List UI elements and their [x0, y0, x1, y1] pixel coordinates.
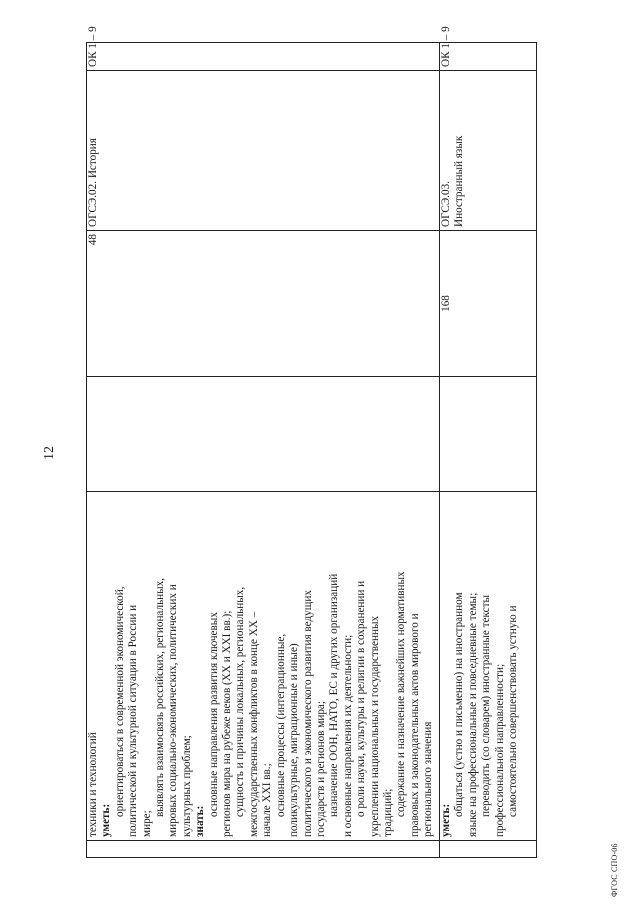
discipline-line: ОГСЭ.02. История [87, 138, 99, 227]
description-line: мире; [140, 810, 153, 837]
description-line: политической и культурной ситуации в России и [127, 604, 140, 837]
description-line: переводить (со словарем) иностранные тексты [480, 595, 493, 817]
hours-value: 168 [440, 295, 452, 312]
description-line: профессиональной направленности; [493, 663, 506, 837]
page-number: 12 [42, 446, 57, 460]
description-line: языке на профессиональные и повседневные темы; [466, 592, 479, 837]
description-line: общаться (устно и письменно) на иностранном [453, 592, 466, 817]
code-cell [440, 841, 537, 858]
footer-standard-code: ФГОС СПО-06 [610, 843, 619, 897]
description-line: начале XXI вв.; [261, 763, 274, 837]
discipline-cell [87, 71, 440, 231]
description-line: межгосударственных конфликтов в конце XX – [247, 611, 260, 837]
description-line: и основные направления их деятельности; [341, 634, 354, 837]
description-line: укреплении национальных и государственных [368, 615, 381, 837]
discipline-line: Иностранный язык [453, 135, 466, 227]
hours-cell [440, 231, 537, 377]
description-lines [440, 495, 520, 837]
description-cell [440, 492, 537, 841]
description-line: выявлять взаимосвязь российских, региональных, [154, 577, 167, 817]
max-load-cell [440, 377, 537, 492]
description-line: назначение ООН, НАТО, ЕС и других организаций [328, 573, 341, 817]
curriculum-table [86, 26, 537, 858]
description-line: политического и экономического развития ведущих [301, 590, 314, 837]
competency-value: ОК 1 – 9 [440, 26, 452, 67]
description-line: основные процессы (интеграционные, [274, 633, 287, 817]
description-cell [87, 492, 440, 841]
description-line: государств и регионов мира; [314, 701, 327, 837]
description-line: самостоятельно совершенствовать устную и [507, 605, 520, 817]
description-line: мировых социально-экономических, политических и [167, 584, 180, 837]
hours-value: 48 [87, 234, 99, 246]
description-line: уметь: [440, 803, 452, 837]
table-row [440, 43, 537, 858]
description-line: знать: [194, 805, 207, 837]
description-line: регионов мира на рубеже веков (XX и XXI вв.); [221, 610, 234, 837]
description-line: поликультурные, миграционные и иные) [288, 643, 301, 837]
description-line: сущность и причины локальных, региональных, [234, 586, 247, 817]
description-line: традиций; [381, 788, 394, 837]
code-cell [87, 841, 440, 858]
hours-cell [87, 231, 440, 377]
description-line: о роли науки, культуры и религии в сохранении и [355, 580, 368, 817]
table-row [87, 43, 440, 858]
competency-cell [87, 26, 440, 71]
description-line: техники и технологий [87, 732, 99, 837]
description-lines [87, 495, 436, 837]
description-line: основные направления развития ключевых [207, 612, 220, 817]
description-line: содержание и назначение важнейших нормативных [395, 571, 408, 817]
description-line: правовых и законодательных актов мирового и [408, 613, 421, 837]
description-line: ориентироваться в современной экономической, [113, 586, 126, 817]
description-line: культурных проблем; [180, 735, 193, 837]
discipline-cell [440, 71, 537, 231]
discipline-line: ОГСЭ.03. [440, 180, 452, 227]
description-line: регионального значения [422, 721, 435, 837]
description-line: уметь: [100, 803, 113, 837]
competency-value: ОК 1 – 9 [87, 26, 99, 67]
max-load-cell [87, 377, 440, 492]
competency-cell [440, 26, 537, 71]
